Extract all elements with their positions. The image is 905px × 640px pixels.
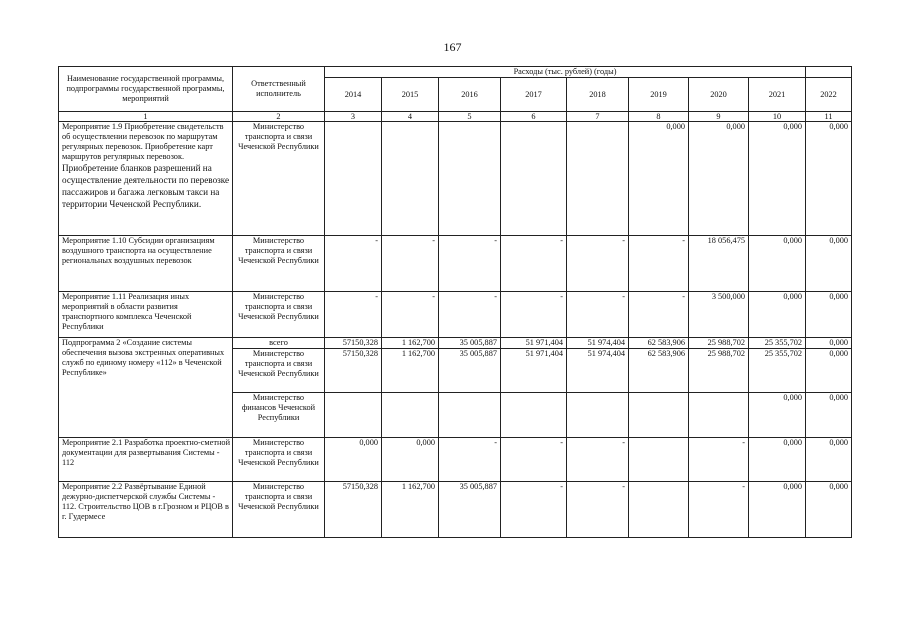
value-cell: 35 005,887: [439, 482, 501, 538]
row-executor: Министерство транспорта и связи Чеченской Республики: [233, 292, 325, 338]
table-row: [59, 292, 852, 338]
year-2016: 2016: [439, 78, 501, 112]
value-cell: -: [439, 292, 501, 338]
header-expenses: Расходы (тыс. рублей) (годы): [325, 67, 806, 78]
value-cell: 0,000: [806, 338, 852, 349]
value-cell: 0,000: [749, 292, 806, 338]
row-executor: Министерство транспорта и связи Чеченской Республики: [233, 482, 325, 538]
table-row: [59, 122, 852, 236]
value-cell: [629, 482, 689, 538]
index-cell: 8: [629, 112, 689, 122]
row-executor: Министерство финансов Чеченской Республики: [233, 393, 325, 438]
value-cell: 51 974,404: [567, 338, 629, 349]
value-cell: 25 988,702: [689, 349, 749, 393]
value-cell: -: [382, 236, 439, 292]
value-cell: 18 056,475: [689, 236, 749, 292]
year-2022: 2022: [806, 78, 852, 112]
header-blank: [806, 67, 852, 78]
year-2017: 2017: [501, 78, 567, 112]
value-cell: 0,000: [382, 438, 439, 482]
index-cell: 1: [59, 112, 233, 122]
value-cell: 62 583,906: [629, 349, 689, 393]
value-cell: -: [689, 438, 749, 482]
value-cell: [439, 122, 501, 236]
value-cell: [325, 122, 382, 236]
value-cell: 0,000: [806, 393, 852, 438]
index-row: [59, 112, 852, 122]
row-name: Подпрограмма 2 «Создание системы обеспечения вызова экстренных оперативных служб по единому номеру «112» в Чеченской Республике»: [59, 338, 233, 438]
year-2019: 2019: [629, 78, 689, 112]
value-cell: [325, 393, 382, 438]
row-name-text: Мероприятие 1.9 Приобретение свидетельств об осуществлении перевозок по маршрутам регулярных перевозок. Приобретение карт маршрутов регулярных перевозок.: [62, 122, 224, 161]
value-cell: -: [325, 292, 382, 338]
row-name: Мероприятие 2.2 Развёртывание Единой дежурно-диспетчерской службы Системы - 112. Строительство ЦОВ в г.Грозном и РЦОВ в г. Гудермесе: [59, 482, 233, 538]
value-cell: 0,000: [806, 236, 852, 292]
header-row-top: [59, 67, 852, 78]
table-row: [59, 338, 852, 349]
value-cell: [567, 122, 629, 236]
value-cell: -: [325, 236, 382, 292]
value-cell: 0,000: [806, 122, 852, 236]
row-name: Мероприятие 2.1 Разработка проектно-сметной документации для развертывания Системы - 112: [59, 438, 233, 482]
index-cell: 3: [325, 112, 382, 122]
value-cell: -: [501, 292, 567, 338]
value-cell: 57150,328: [325, 482, 382, 538]
value-cell: -: [629, 236, 689, 292]
year-2018: 2018: [567, 78, 629, 112]
value-cell: 25 988,702: [689, 338, 749, 349]
index-cell: 9: [689, 112, 749, 122]
value-cell: 0,000: [806, 292, 852, 338]
index-cell: 4: [382, 112, 439, 122]
row-executor: всего: [233, 338, 325, 349]
value-cell: 3 500,000: [689, 292, 749, 338]
value-cell: [439, 393, 501, 438]
table-row: [59, 236, 852, 292]
value-cell: 0,000: [806, 349, 852, 393]
year-2021: 2021: [749, 78, 806, 112]
value-cell: 57150,328: [325, 349, 382, 393]
year-2014: 2014: [325, 78, 382, 112]
row-name: [59, 122, 233, 236]
row-executor: Министерство транспорта и связи Чеченской Республики: [233, 349, 325, 393]
header-executor: Ответственный исполнитель: [233, 67, 325, 112]
value-cell: [501, 122, 567, 236]
row-name-extra: Приобретение бланков разрешений на осуществление деятельности по перевозке пассажиров и багажа легковым такси на территории Чеченской Республики.: [62, 163, 230, 209]
value-cell: 57150,328: [325, 338, 382, 349]
value-cell: 51 971,404: [501, 338, 567, 349]
header-name: Наименование государственной программы, подпрограммы государственной программы, мероприятий: [59, 67, 233, 112]
value-cell: -: [501, 482, 567, 538]
value-cell: 1 162,700: [382, 338, 439, 349]
expenses-table: [58, 66, 852, 538]
value-cell: 51 971,404: [501, 349, 567, 393]
index-cell: 6: [501, 112, 567, 122]
row-executor: Министерство транспорта и связи Чеченской Республики: [233, 122, 325, 236]
index-cell: 11: [806, 112, 852, 122]
value-cell: 0,000: [689, 122, 749, 236]
value-cell: 0,000: [749, 393, 806, 438]
value-cell: 25 355,702: [749, 349, 806, 393]
value-cell: -: [629, 292, 689, 338]
value-cell: 51 974,404: [567, 349, 629, 393]
value-cell: -: [567, 236, 629, 292]
value-cell: -: [382, 292, 439, 338]
value-cell: -: [501, 236, 567, 292]
value-cell: -: [567, 292, 629, 338]
value-cell: 0,000: [749, 482, 806, 538]
value-cell: [689, 393, 749, 438]
value-cell: -: [439, 236, 501, 292]
value-cell: 0,000: [749, 236, 806, 292]
value-cell: 62 583,906: [629, 338, 689, 349]
value-cell: 1 162,700: [382, 349, 439, 393]
value-cell: -: [439, 438, 501, 482]
value-cell: -: [567, 482, 629, 538]
value-cell: 0,000: [325, 438, 382, 482]
year-2015: 2015: [382, 78, 439, 112]
page-number: 167: [443, 40, 462, 54]
value-cell: [629, 438, 689, 482]
row-name: Мероприятие 1.11 Реализация иных мероприятий в области развития транспортного комплекса Чеченской Республики: [59, 292, 233, 338]
value-cell: 0,000: [749, 122, 806, 236]
value-cell: 1 162,700: [382, 482, 439, 538]
value-cell: [629, 393, 689, 438]
index-cell: 10: [749, 112, 806, 122]
year-2020: 2020: [689, 78, 749, 112]
value-cell: [501, 393, 567, 438]
index-cell: 5: [439, 112, 501, 122]
value-cell: -: [689, 482, 749, 538]
value-cell: -: [567, 438, 629, 482]
index-cell: 7: [567, 112, 629, 122]
row-executor: Министерство транспорта и связи Чеченской Республики: [233, 438, 325, 482]
value-cell: 35 005,887: [439, 338, 501, 349]
value-cell: 0,000: [806, 438, 852, 482]
table-row: [59, 482, 852, 538]
value-cell: 0,000: [749, 438, 806, 482]
table-row: [59, 438, 852, 482]
row-name: Мероприятие 1.10 Субсидии организациям воздушного транспорта на осуществление региональных воздушных перевозок: [59, 236, 233, 292]
value-cell: [382, 122, 439, 236]
value-cell: 25 355,702: [749, 338, 806, 349]
row-executor: Министерство транспорта и связи Чеченской Республики: [233, 236, 325, 292]
value-cell: 0,000: [806, 482, 852, 538]
value-cell: 35 005,887: [439, 349, 501, 393]
value-cell: -: [501, 438, 567, 482]
value-cell: [567, 393, 629, 438]
index-cell: 2: [233, 112, 325, 122]
value-cell: 0,000: [629, 122, 689, 236]
value-cell: [382, 393, 439, 438]
